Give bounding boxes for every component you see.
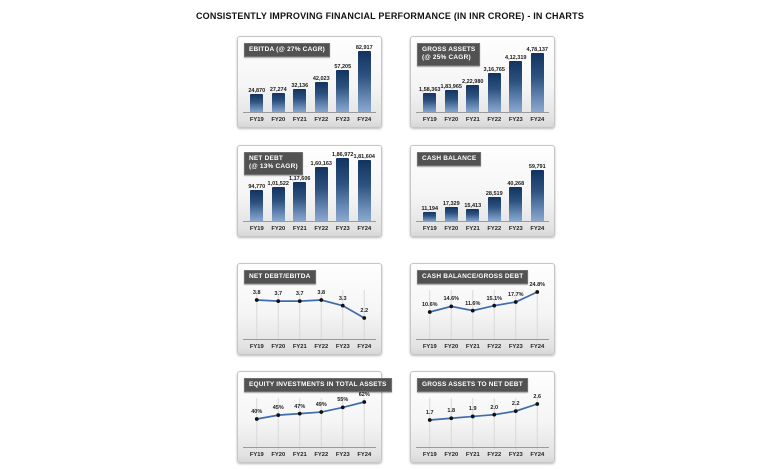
axis-label-fy20: FY20	[271, 226, 286, 232]
chart-title-net-debt	[244, 152, 303, 175]
data-label: 59,791	[528, 164, 546, 170]
data-label: 15,413	[464, 202, 482, 209]
data-label: 24.8%	[529, 282, 546, 288]
axis-label-fy21: FY21	[465, 452, 480, 458]
data-label: 1,83,965	[440, 83, 462, 90]
data-label: 82,917	[355, 45, 373, 51]
chart-title-line: CASH BALANCE	[422, 155, 477, 162]
data-label: 3.8	[252, 290, 261, 296]
chart-card-ebitda	[237, 36, 382, 128]
chart-title-line: (@ 25% CAGR)	[422, 54, 471, 62]
axis-label-fy21: FY21	[292, 226, 307, 232]
axis-label-fy20: FY20	[444, 117, 459, 123]
data-point-marker	[276, 299, 280, 303]
data-point-marker	[319, 410, 323, 414]
chart-card-cash-balance-gross-debt	[410, 263, 555, 355]
chart-title-line: GROSS ASSETS	[422, 46, 476, 53]
data-point-marker	[362, 316, 366, 320]
chart-title-ebitda	[244, 43, 330, 57]
data-label: 15.1%	[486, 295, 503, 302]
data-label: 10.6%	[421, 302, 438, 308]
data-point-marker	[449, 416, 453, 420]
bar-fy23	[336, 70, 349, 113]
x-axis	[416, 447, 549, 448]
bar-fy24	[531, 170, 544, 222]
axis-label-fy24: FY24	[530, 452, 545, 458]
axis-label-fy22: FY22	[487, 117, 502, 123]
x-axis	[243, 447, 376, 448]
chart-card-gross-assets	[410, 36, 555, 128]
bar-fy23	[336, 158, 349, 222]
chart-card-equity-investments	[237, 371, 387, 463]
axis-label-fy20: FY20	[271, 117, 286, 123]
x-axis	[416, 221, 549, 222]
chart-title-line: CASH BALANCE/GROSS DEBT	[422, 273, 524, 280]
bar-fy24	[358, 51, 371, 113]
chart-card-net-debt-ebitda	[237, 263, 382, 355]
bar-fy21	[293, 89, 306, 113]
data-label: 28,519	[485, 191, 503, 198]
bar-fy19	[250, 190, 263, 222]
data-label: 1,86,972	[332, 152, 354, 158]
data-label: 1,01,522	[267, 181, 289, 188]
data-label: 1,60,163	[310, 161, 332, 168]
data-point-marker	[471, 415, 475, 419]
chart-card-cash-balance	[410, 145, 555, 237]
data-label: 3,16,765	[483, 67, 505, 74]
bar-fy21	[466, 209, 479, 222]
chart-title-line: EQUITY INVESTMENTS IN TOTAL ASSETS	[249, 381, 387, 388]
data-label: 3.7	[274, 291, 283, 298]
data-point-marker	[298, 299, 302, 303]
data-label: 2.2	[360, 308, 369, 314]
axis-label-fy19: FY19	[422, 344, 437, 350]
data-point-marker	[255, 417, 259, 421]
page-title: CONSISTENTLY IMPROVING FINANCIAL PERFORMANCE (IN INR CRORE) - IN CHARTS	[195, 11, 585, 21]
bar-fy21	[293, 182, 306, 222]
axis-label-fy20: FY20	[271, 344, 286, 350]
data-point-marker	[428, 310, 432, 314]
axis-label-fy21: FY21	[465, 344, 480, 350]
chart-title-gross-assets	[417, 43, 480, 66]
data-label: 2.0	[490, 404, 499, 411]
data-label: 40%	[251, 409, 263, 415]
axis-label-fy22: FY22	[314, 117, 329, 123]
axis-label-fy22: FY22	[314, 226, 329, 232]
bar-fy21	[466, 85, 479, 113]
axis-label-fy24: FY24	[357, 344, 372, 350]
data-point-marker	[492, 304, 496, 308]
bar-fy22	[315, 167, 328, 222]
axis-label-fy23: FY23	[335, 344, 350, 350]
data-label: 2,22,980	[462, 79, 484, 86]
axis-label-fy20: FY20	[444, 344, 459, 350]
data-label: 11.6%	[465, 300, 481, 307]
axis-label-fy22: FY22	[314, 344, 329, 350]
data-label: 2.2	[511, 401, 520, 408]
data-point-marker	[535, 402, 539, 406]
axis-label-fy21: FY21	[292, 344, 307, 350]
axis-label-fy19: FY19	[249, 452, 264, 458]
data-point-marker	[341, 304, 345, 308]
data-label: 45%	[272, 405, 284, 412]
data-label: 57,205	[334, 64, 352, 71]
x-axis	[243, 221, 376, 222]
bar-fy20	[272, 93, 285, 113]
chart-title-cash-balance	[417, 152, 481, 166]
chart-title-line: NET DEBT/EBITDA	[249, 273, 311, 280]
axis-label-fy19: FY19	[422, 226, 437, 232]
bar-fy23	[509, 187, 522, 222]
data-point-marker	[298, 412, 302, 416]
bar-fy24	[531, 53, 544, 113]
data-label: 11,194	[421, 206, 439, 213]
data-label: 94,770	[248, 183, 266, 190]
data-point-marker	[255, 298, 259, 302]
data-label: 55%	[337, 397, 349, 404]
axis-label-fy24: FY24	[530, 117, 545, 123]
axis-label-fy23: FY23	[508, 226, 523, 232]
data-label: 14.6%	[443, 296, 460, 303]
chart-title-line: EBITDA (@ 27% CAGR)	[249, 46, 325, 53]
axis-label-fy23: FY23	[335, 226, 350, 232]
data-label: 4,12,319	[505, 55, 527, 62]
bar-fy23	[509, 61, 522, 113]
chart-title-line: GROSS ASSETS TO NET DEBT	[422, 381, 523, 388]
data-label: 3.3	[338, 295, 347, 302]
axis-label-fy24: FY24	[357, 117, 372, 123]
data-label: 1,58,363	[419, 87, 441, 94]
data-label: 32,136	[291, 82, 309, 89]
bar-fy19	[250, 94, 263, 113]
data-label: 27,274	[269, 86, 287, 93]
chart-title-line: (@ 13% CAGR)	[249, 163, 298, 171]
bar-fy22	[315, 82, 328, 113]
axis-label-fy23: FY23	[508, 452, 523, 458]
x-axis	[243, 339, 376, 340]
chart-card-gross-assets-net-debt	[410, 371, 555, 463]
chart-title-cash-balance-gross-debt	[417, 270, 528, 284]
bar-fy24	[358, 160, 371, 222]
axis-label-fy21: FY21	[292, 452, 307, 458]
chart-title-line: NET DEBT	[249, 155, 284, 162]
axis-label-fy20: FY20	[444, 452, 459, 458]
data-point-marker	[362, 400, 366, 404]
data-point-marker	[514, 409, 518, 413]
axis-label-fy19: FY19	[249, 117, 264, 123]
data-label: 1,17,606	[289, 175, 311, 182]
x-axis	[416, 112, 549, 113]
data-label: 42,023	[312, 75, 330, 82]
data-label: 4,78,137	[526, 47, 548, 53]
axis-label-fy22: FY22	[487, 344, 502, 350]
data-label: 49%	[315, 402, 327, 409]
axis-label-fy24: FY24	[530, 226, 545, 232]
axis-label-fy21: FY21	[465, 226, 480, 232]
data-label: 62%	[358, 392, 370, 398]
axis-label-fy23: FY23	[508, 117, 523, 123]
chart-title-equity-investments	[244, 378, 392, 392]
axis-label-fy19: FY19	[422, 452, 437, 458]
chart-title-net-debt-ebitda	[244, 270, 316, 284]
data-label: 47%	[294, 403, 306, 410]
axis-label-fy22: FY22	[314, 452, 329, 458]
axis-label-fy19: FY19	[422, 117, 437, 123]
axis-label-fy19: FY19	[249, 226, 264, 232]
axis-label-fy20: FY20	[271, 452, 286, 458]
chart-title-gross-assets-net-debt	[417, 378, 528, 392]
axis-label-fy22: FY22	[487, 226, 502, 232]
axis-label-fy24: FY24	[530, 344, 545, 350]
data-label: 40,268	[507, 180, 525, 187]
data-label: 17,329	[442, 200, 460, 207]
data-point-marker	[535, 290, 539, 294]
bar-fy20	[272, 187, 285, 222]
data-label: 2.6	[533, 394, 542, 400]
axis-label-fy24: FY24	[357, 226, 372, 232]
data-label: 17.7%	[507, 292, 524, 298]
bar-fy22	[488, 73, 501, 113]
axis-label-fy23: FY23	[508, 344, 523, 350]
data-label: 1.7	[425, 410, 434, 416]
data-label: 3.8	[317, 290, 326, 296]
x-axis	[243, 112, 376, 113]
axis-label-fy20: FY20	[444, 226, 459, 232]
axis-label-fy22: FY22	[487, 452, 502, 458]
data-label: 1,81,604	[353, 153, 375, 160]
data-point-marker	[492, 413, 496, 417]
data-point-marker	[341, 406, 345, 410]
data-label: 1.9	[468, 406, 477, 413]
chart-card-net-debt	[237, 145, 382, 237]
axis-label-fy19: FY19	[249, 344, 264, 350]
axis-label-fy23: FY23	[335, 117, 350, 123]
data-label: 24,870	[248, 88, 266, 95]
bar-fy20	[445, 90, 458, 113]
data-point-marker	[428, 418, 432, 422]
data-label: 1.8	[447, 408, 456, 415]
axis-label-fy23: FY23	[335, 452, 350, 458]
data-label: 3.7	[295, 291, 304, 298]
data-point-marker	[514, 300, 518, 304]
bar-fy22	[488, 197, 501, 222]
data-point-marker	[471, 309, 475, 313]
axis-label-fy24: FY24	[357, 452, 372, 458]
axis-label-fy21: FY21	[465, 117, 480, 123]
bar-fy20	[445, 207, 458, 222]
x-axis	[416, 339, 549, 340]
data-point-marker	[276, 413, 280, 417]
bar-fy19	[423, 93, 436, 113]
axis-label-fy21: FY21	[292, 117, 307, 123]
